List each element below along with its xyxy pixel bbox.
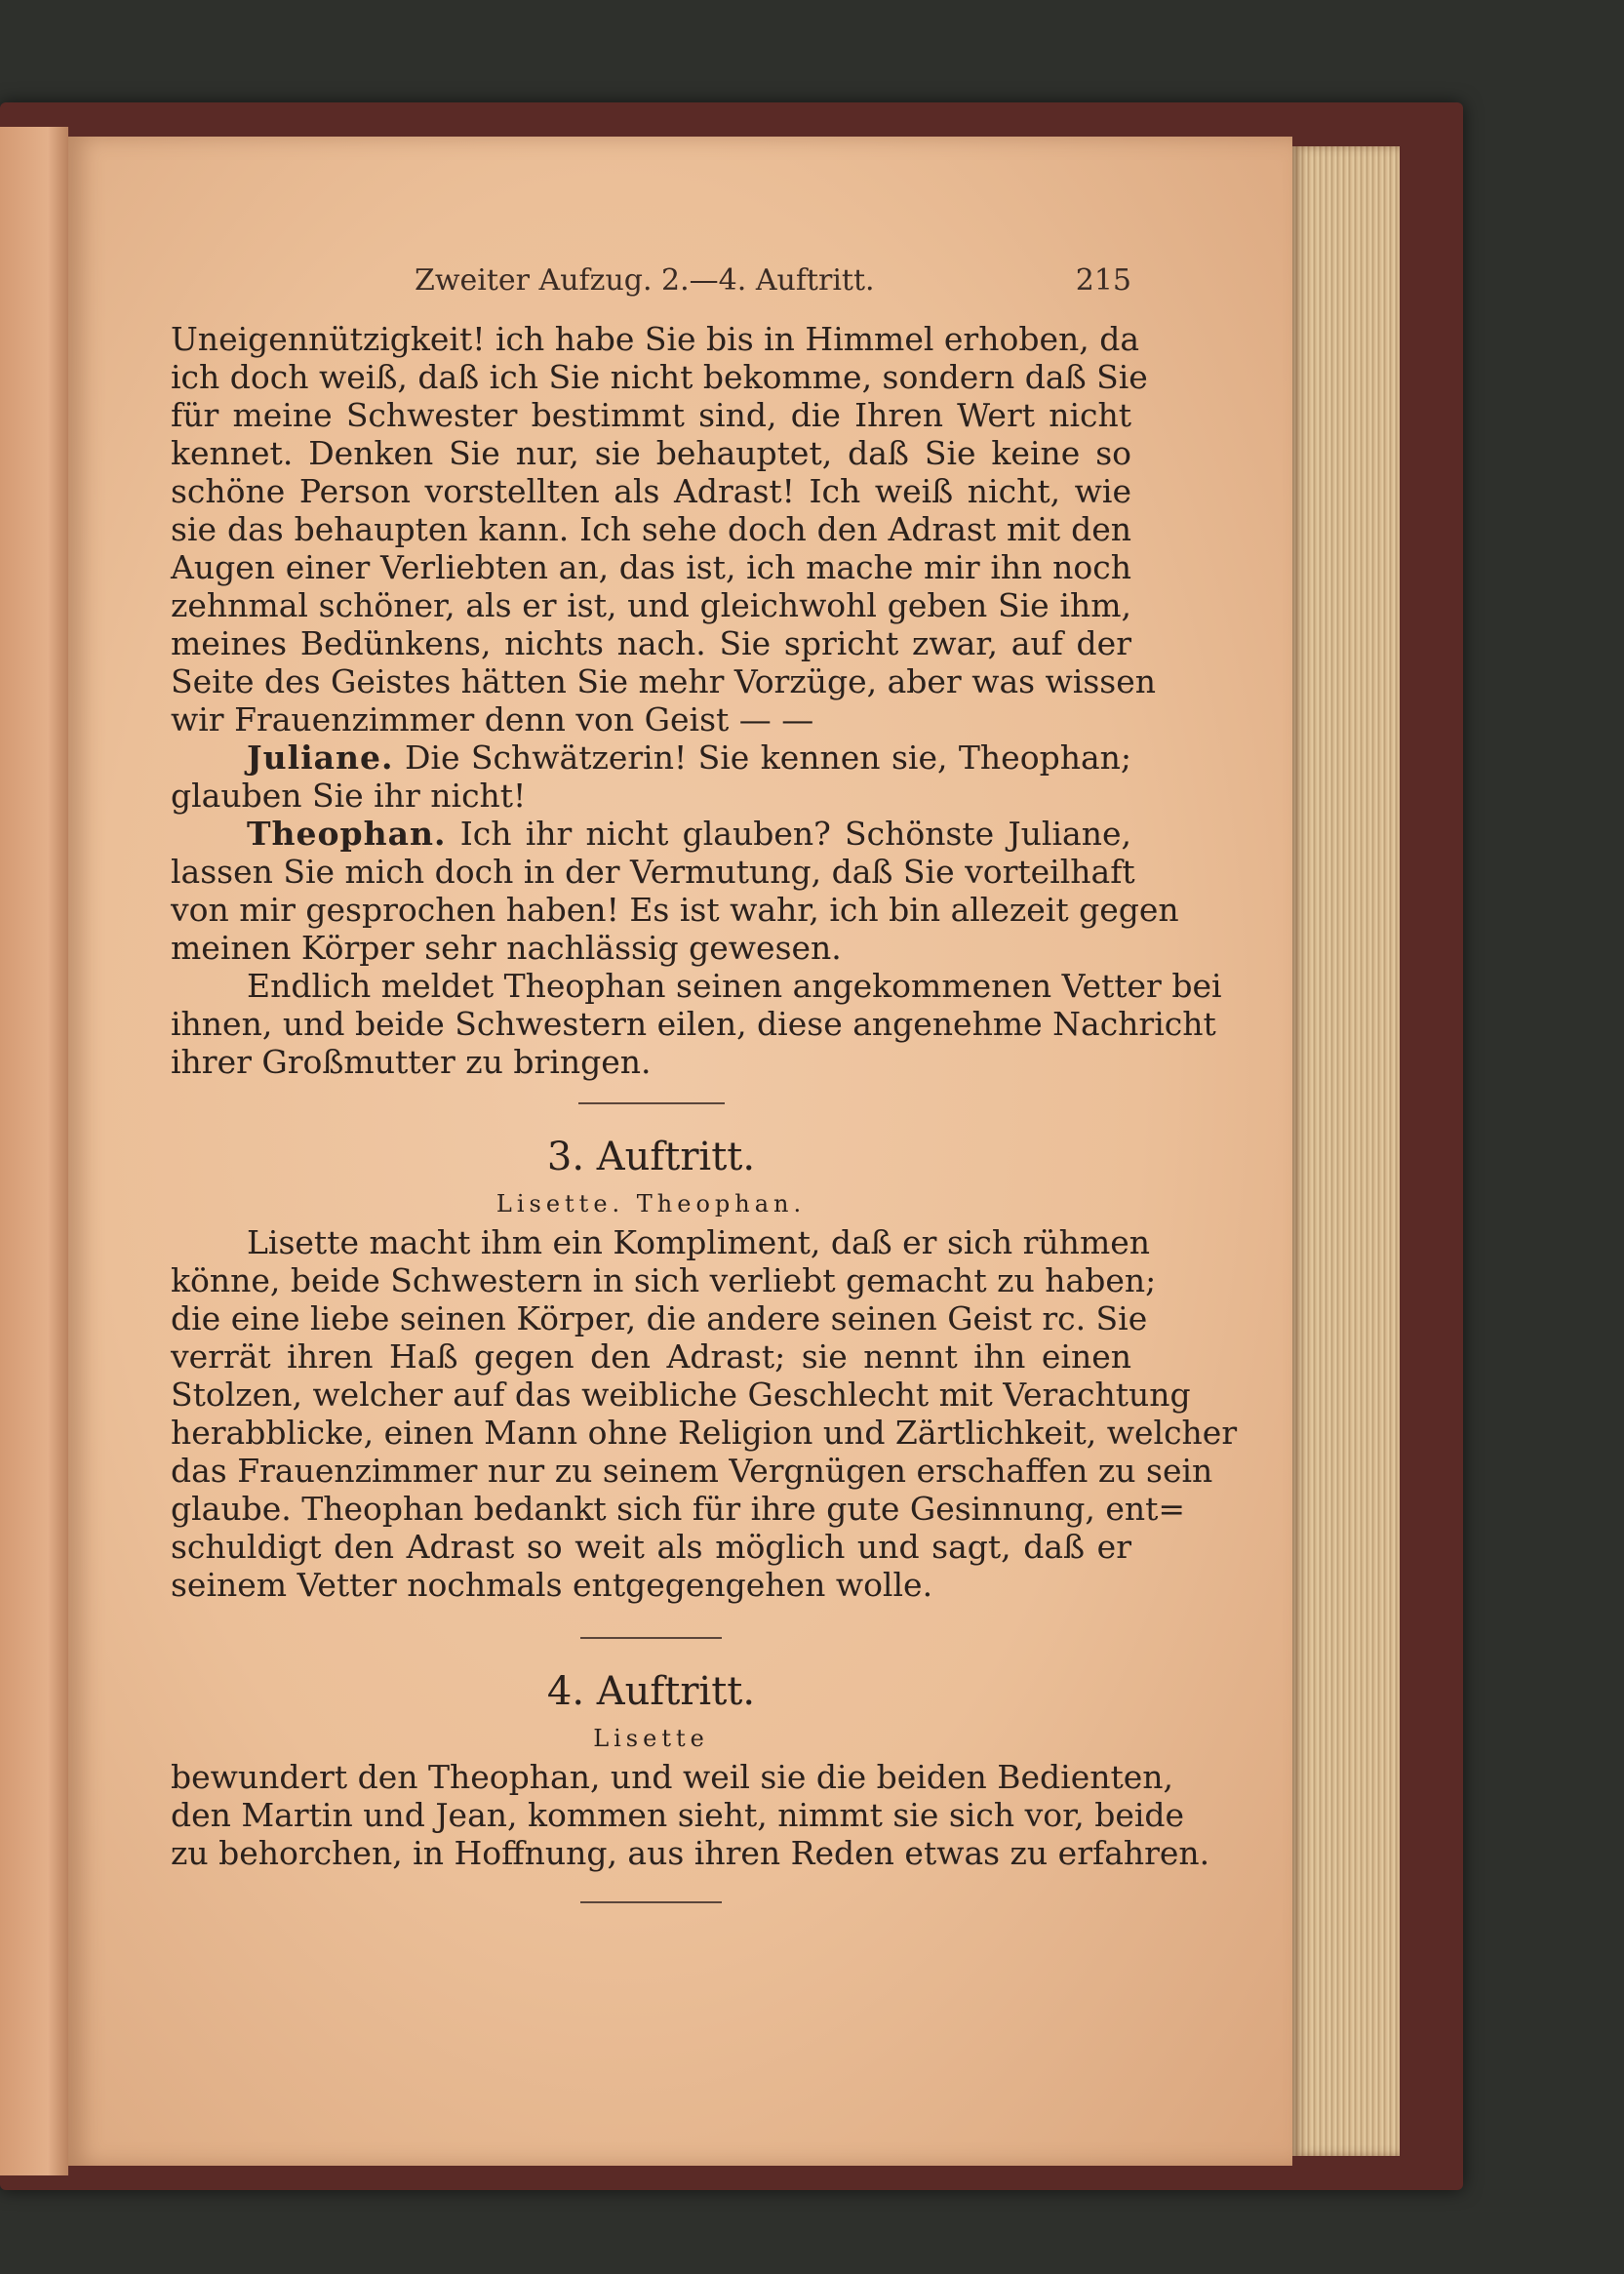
section-divider: [580, 1901, 722, 1903]
text-line: zu behorchen, in Hoffnung, aus ihren Reden etwas zu erfahren.: [171, 1834, 1210, 1872]
text-line: für meine Schwester bestimmt sind, die Ihren Wert nicht: [171, 396, 1131, 434]
text-line: schuldigt den Adrast so weit als möglich und sagt, daß er: [171, 1528, 1131, 1566]
text-line: von mir gesprochen haben! Es ist wahr, ich bin allezeit gegen: [171, 891, 1179, 929]
section-heading: 4. Auftritt.: [546, 1669, 756, 1714]
text-line: glauben Sie ihr nicht!: [171, 777, 527, 815]
section-heading: 3. Auftritt.: [546, 1135, 756, 1179]
text-line: ihrer Großmutter zu bringen.: [171, 1043, 652, 1081]
text-line: Seite des Geistes hätten Sie mehr Vorzüge, aber was wissen: [171, 662, 1156, 700]
text-line: Lisette macht ihm ein Kompliment, daß er sich rühmen: [247, 1223, 1151, 1261]
text-line: seinem Vetter nochmals entgegengehen wolle.: [171, 1566, 933, 1604]
text-line: wir Frauenzimmer denn von Geist — —: [171, 700, 814, 738]
speech-juliane: [171, 738, 1131, 777]
text-line: ich doch weiß, daß ich Sie nicht bekomme, sondern daß Sie: [171, 358, 1148, 396]
text-line: die eine liebe seinen Körper, die andere seinen Geist rc. Sie: [171, 1299, 1148, 1337]
text-line: lassen Sie mich doch in der Vermutung, daß Sie vorteilhaft: [171, 853, 1135, 891]
text-line: das Frauenzimmer nur zu seinem Vergnügen erschaffen zu sein: [171, 1452, 1213, 1490]
speaker-name: Theophan.: [247, 815, 447, 853]
left-page-edge: [0, 127, 68, 2175]
text-line: sie das behaupten kann. Ich sehe doch den Adrast mit den: [171, 510, 1131, 548]
cast-list: Lisette. Theophan.: [495, 1190, 807, 1217]
section-divider: [580, 1637, 722, 1639]
page-number: 215: [1075, 263, 1131, 298]
text-line: könne, beide Schwestern in sich verliebt gemacht zu haben;: [171, 1261, 1157, 1299]
cast-list: Lisette: [593, 1725, 709, 1752]
text-line: Stolzen, welcher auf das weibliche Geschlecht mit Verachtung: [171, 1376, 1191, 1414]
text-line: herabblicke, einen Mann ohne Religion und Zärtlichkeit, welcher: [171, 1414, 1238, 1452]
speaker-name: Juliane.: [247, 738, 394, 777]
speech-text: Ich ihr nicht glauben? Schönste Juliane,: [459, 815, 1131, 853]
text-line: Uneigennützigkeit! ich habe Sie bis in Himmel erhoben, da: [171, 320, 1140, 358]
text-line: Augen einer Verliebten an, das ist, ich mache mir ihn noch: [171, 548, 1131, 586]
text-line: den Martin und Jean, kommen sieht, nimmt sie sich vor, beide: [171, 1796, 1185, 1834]
running-head: [171, 263, 1131, 306]
text-line: kennet. Denken Sie nur, sie behauptet, daß Sie keine so: [171, 434, 1131, 472]
text-line: meinen Körper sehr nachlässig gewesen.: [171, 929, 842, 967]
speech-text: Die Schwätzerin! Sie kennen sie, Theophan;: [404, 738, 1131, 777]
text-line: verrät ihren Haß gegen den Adrast; sie nennt ihn einen: [171, 1337, 1131, 1376]
speech-theophan: [171, 815, 1131, 853]
text-line: glaube. Theophan bedankt sich für ihre gute Gesinnung, ent=: [171, 1490, 1186, 1528]
section-divider: [578, 1102, 725, 1104]
text-line: zehnmal schöner, als er ist, und gleichwohl geben Sie ihm,: [171, 586, 1131, 624]
text-line: ihnen, und beide Schwestern eilen, diese angenehme Nachricht: [171, 1005, 1216, 1043]
text-line: bewundert den Theophan, und weil sie die beiden Bedienten,: [171, 1758, 1174, 1796]
page-text: [171, 320, 1238, 1903]
text-line: schöne Person vorstellten als Adrast! Ich weiß nicht, wie: [171, 472, 1131, 510]
running-title: Zweiter Aufzug. 2.—4. Auftritt.: [415, 263, 875, 298]
text-line: meines Bedünkens, nichts nach. Sie spricht zwar, auf der: [171, 624, 1131, 662]
text-line: Endlich meldet Theophan seinen angekommenen Vetter bei: [247, 967, 1222, 1005]
page-edges: [1292, 146, 1400, 2156]
